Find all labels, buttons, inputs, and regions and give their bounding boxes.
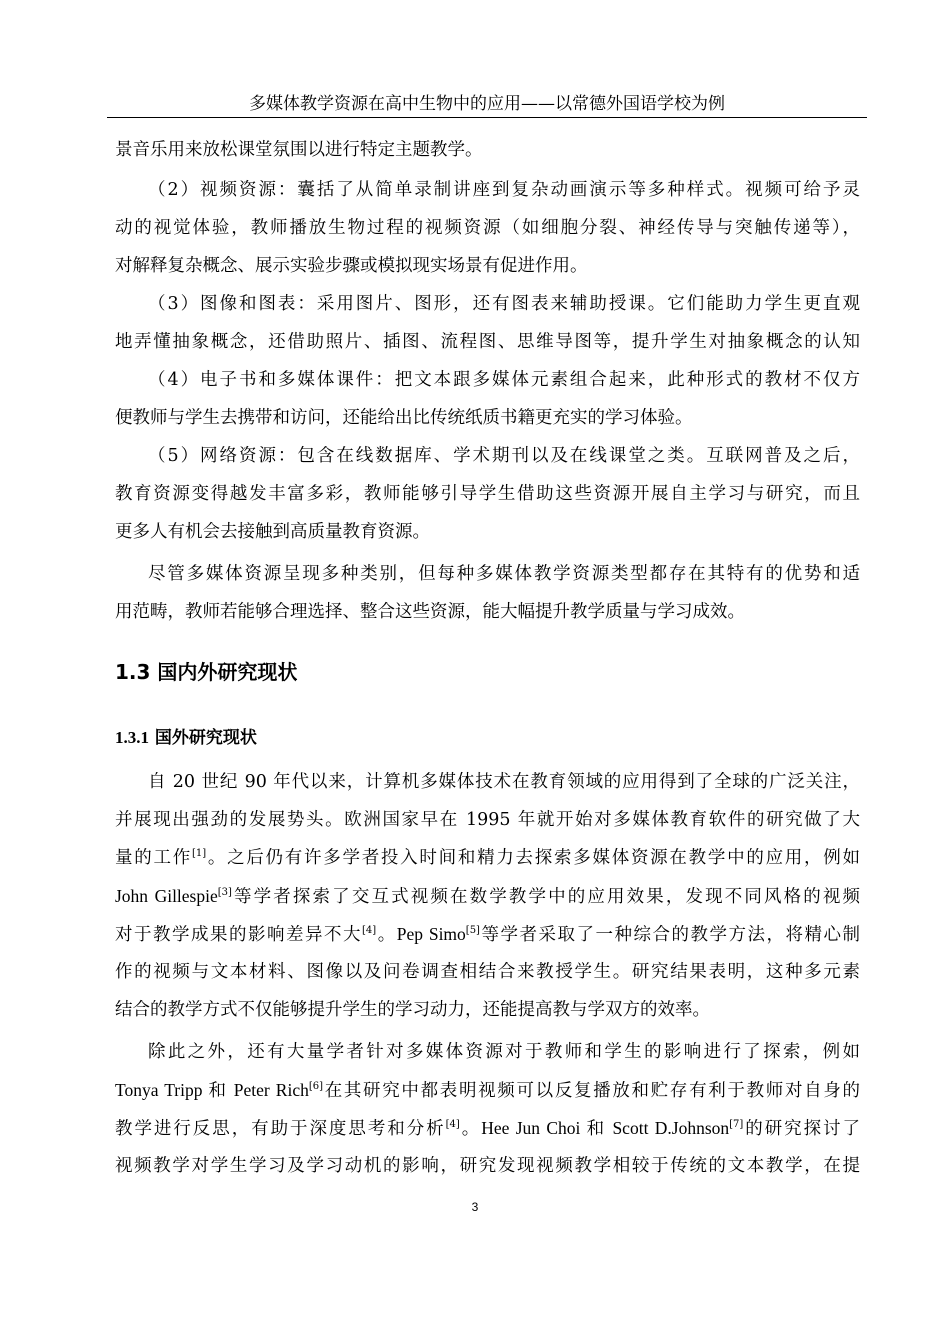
body-line: 动的视觉体验，教师播放生物过程的视频资源（如细胞分裂、神经传导与突触传递等）， — [115, 218, 860, 238]
text-run: 。Hee Jun Choi 和 Scott D.Johnson — [459, 1118, 730, 1138]
citation-ref: [5] — [465, 925, 480, 936]
body-line — [115, 922, 860, 946]
body-line: （4）电子书和多媒体课件：把文本跟多媒体元素组合起来，此种形式的教材不仅方 — [148, 370, 860, 390]
subsection-number: 1.3.1 — [115, 728, 149, 747]
body-line: 便教师与学生去携带和访问，还能给出比传统纸质书籍更充实的学习体验。 — [115, 408, 693, 428]
citation-ref: [6] — [308, 1081, 324, 1092]
body-line: 并展现出强劲的发展势头。欧洲国家早在 1995 年就开始对多媒体教育软件的研究做了大 — [115, 810, 860, 830]
body-line — [115, 1116, 860, 1140]
body-line — [115, 846, 860, 870]
section-heading: 1.3 国内外研究现状 — [115, 660, 298, 684]
text-run: John Gillespie — [115, 886, 218, 906]
citation-ref: [1] — [191, 848, 207, 859]
body-line: 尽管多媒体资源呈现多种类别，但每种多媒体教学资源类型都存在其特有的优势和适 — [148, 564, 860, 584]
text-run: 等学者探索了交互式视频在数学教学中的应用效果，发现不同风格的视频 — [231, 887, 860, 907]
body-line: （2）视频资源：囊括了从简单录制讲座到复杂动画演示等多种样式。视频可给予灵 — [148, 180, 860, 200]
body-line: 除此之外，还有大量学者针对多媒体资源对于教师和学生的影响进行了探索，例如 — [148, 1042, 860, 1062]
body-line: 更多人有机会去接触到高质量教育资源。 — [115, 522, 430, 542]
body-line: 视频教学对学生学习及学习动机的影响，研究发现视频教学相较于传统的文本教学，在提 — [115, 1156, 860, 1176]
citation-ref: [4] — [445, 1119, 460, 1130]
body-line: 作的视频与文本材料、图像以及问卷调查相结合来教授学生。研究结果表明，这种多元素 — [115, 962, 860, 982]
text-run: 的研究探讨了 — [743, 1119, 860, 1139]
text-run: 量的工作 — [115, 848, 192, 868]
text-run: 在其研究中都表明视频可以反复播放和贮存有利于教师对自身的 — [323, 1081, 860, 1101]
text-run: 。Pep Simo — [376, 924, 466, 944]
body-line: （3）图像和图表：采用图片、图形，还有图表来辅助授课。它们能助力学生更直观 — [148, 294, 860, 314]
body-line — [115, 884, 860, 908]
running-header: 多媒体教学资源在高中生物中的应用——以常德外国语学校为例 — [249, 94, 725, 114]
body-line: 景音乐用来放松课堂氛围以进行特定主题教学。 — [115, 140, 483, 160]
citation-ref: [3] — [217, 887, 232, 898]
body-line: 地弄懂抽象概念，还借助照片、插图、流程图、思维导图等，提升学生对抽象概念的认知 — [115, 332, 860, 352]
body-line: 结合的教学方式不仅能够提升学生的学习动力，还能提高教与学双方的效率。 — [115, 1000, 710, 1020]
text-run: 对于教学成果的影响差异不大 — [115, 925, 363, 945]
text-run: 教学进行反思，有助于深度思考和分析 — [115, 1119, 446, 1139]
citation-ref: [4] — [362, 925, 377, 936]
header-rule — [107, 117, 867, 118]
text-run: 。之后仍有许多学者投入时间和精力去探索多媒体资源在教学中的应用，例如 — [206, 848, 860, 868]
body-line: （5）网络资源：包含在线数据库、学术期刊以及在线课堂之类。互联网普及之后， — [148, 446, 860, 466]
body-line — [115, 1078, 860, 1102]
body-line: 用范畴，教师若能够合理选择、整合这些资源，能大幅提升教学质量与学习成效。 — [115, 602, 745, 622]
body-line: 对解释复杂概念、展示实验步骤或模拟现实场景有促进作用。 — [115, 256, 588, 276]
page-number: 3 — [471, 1200, 479, 1214]
text-run: Tonya Tripp 和 Peter Rich — [115, 1080, 309, 1100]
subsection-heading — [115, 726, 257, 750]
subsection-title: 国外研究现状 — [154, 728, 257, 748]
body-line: 教育资源变得越发丰富多彩，教师能够引导学生借助这些资源开展自主学习与研究，而且 — [115, 484, 860, 504]
body-line: 自 20 世纪 90 年代以来，计算机多媒体技术在教育领域的应用得到了全球的广泛关注， — [148, 772, 860, 792]
citation-ref: [7] — [729, 1119, 744, 1130]
text-run: 等学者采取了一种综合的教学方法，将精心制 — [479, 925, 860, 945]
